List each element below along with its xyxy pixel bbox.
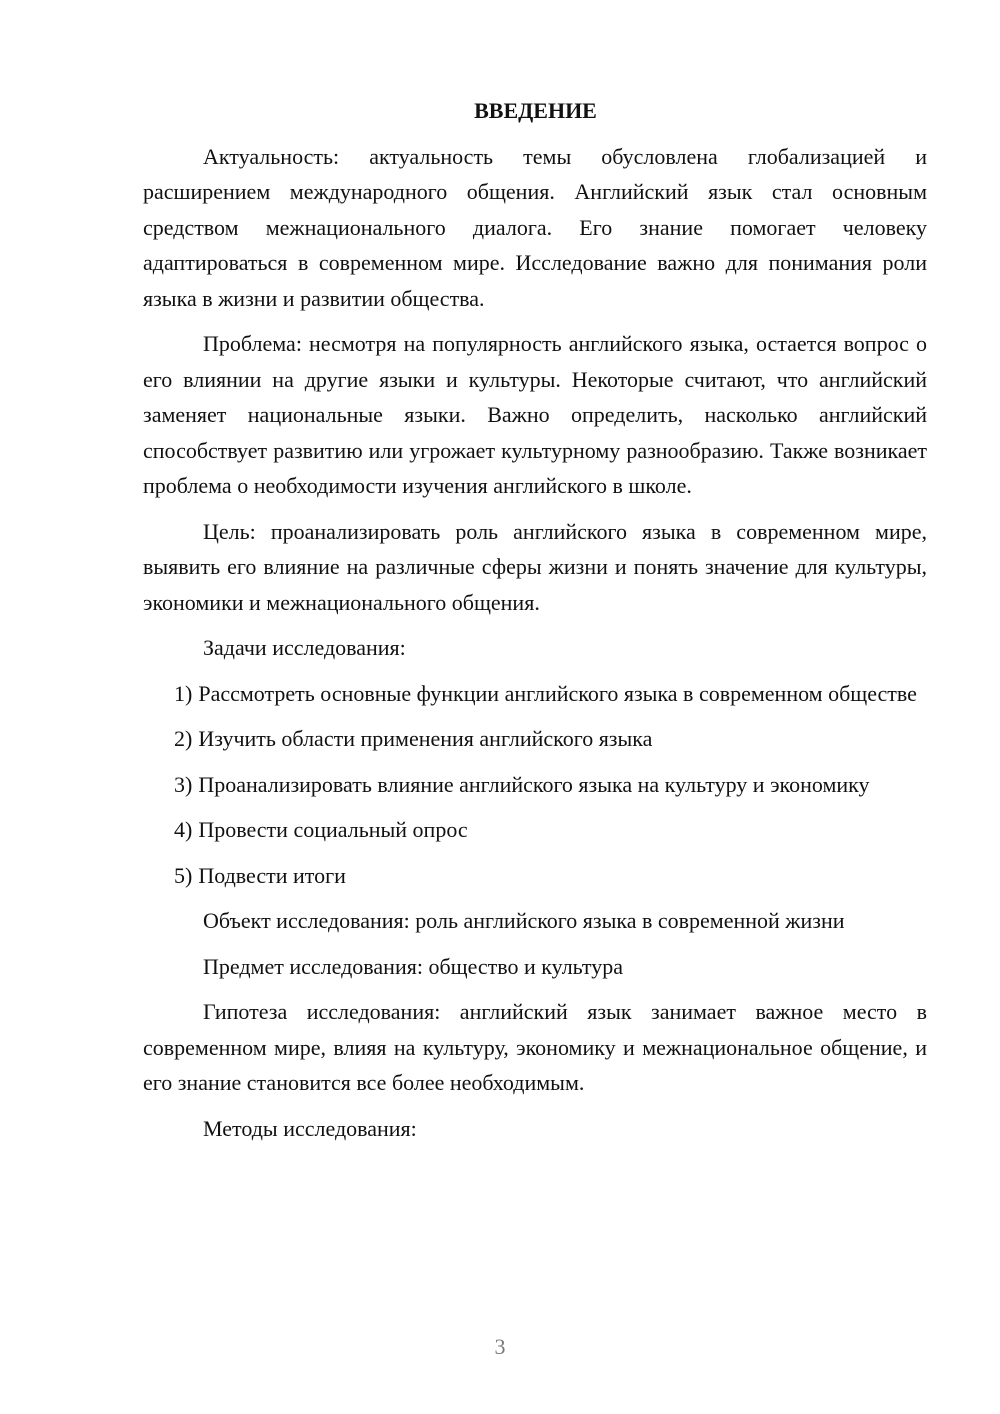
methods-heading: Методы исследования: [203,1115,417,1141]
problem-paragraph: Проблема: несмотря на популярность английского языка, остается вопрос о его влиянии на другие языки и культуры. Некоторые считают, что английский заменяет национальные языки. Важно определить, насколько английский способствует развитию или угрожает культурному разнообразию. Также возникает проблема о необходимости изучения английского в школе. [143,331,927,498]
task-item-1 [143,676,927,712]
task-text: Изучить области применения английского языка [198,726,653,751]
goal-paragraph: Цель: проанализировать роль английского языка в современном мире, выявить его влияние на различные сферы жизни и понять значение для культуры, экономики и межнационального общения. [143,518,927,615]
object-paragraph: Объект исследования: роль английского языка в современной жизни [203,908,845,933]
task-number: 2) [174,726,193,751]
page-content [143,93,927,1156]
task-item-3 [143,767,927,803]
task-number: 5) [174,862,193,888]
task-number: 4) [174,817,193,842]
hypothesis-paragraph: Гипотеза исследования: английский язык занимает важное место в современном мире, влияя на культуру, экономику и межнациональное общение, и его знание становится все более необходимым. [143,999,927,1095]
task-item-5 [143,858,927,894]
relevance-paragraph: Актуальность: актуальность темы обусловлена глобализацией и расширением международного общения. Английский язык стал основным средством межнационального диалога. Его знание помогает человеку адаптироваться в современном мире. Исследование важно для понимания роли языка в жизни и развитии общества. [143,143,927,311]
section-title: ВВЕДЕНИЕ [474,98,597,123]
page-number: 3 [494,1334,506,1359]
task-text: Провести социальный опрос [198,817,468,842]
task-number: 1) [174,680,193,706]
task-item-4 [143,812,927,848]
tasks-heading: Задачи исследования: [203,635,406,660]
task-number: 3) [174,771,193,797]
task-text: Рассмотреть основные функции английского языка в современном обществе [198,680,917,706]
task-text: Подвести итоги [198,862,346,888]
task-item-2 [143,721,927,757]
task-text: Проанализировать влияние английского языка на культуру и экономику [198,771,870,797]
subject-paragraph: Предмет исследования: общество и культура [203,953,623,979]
